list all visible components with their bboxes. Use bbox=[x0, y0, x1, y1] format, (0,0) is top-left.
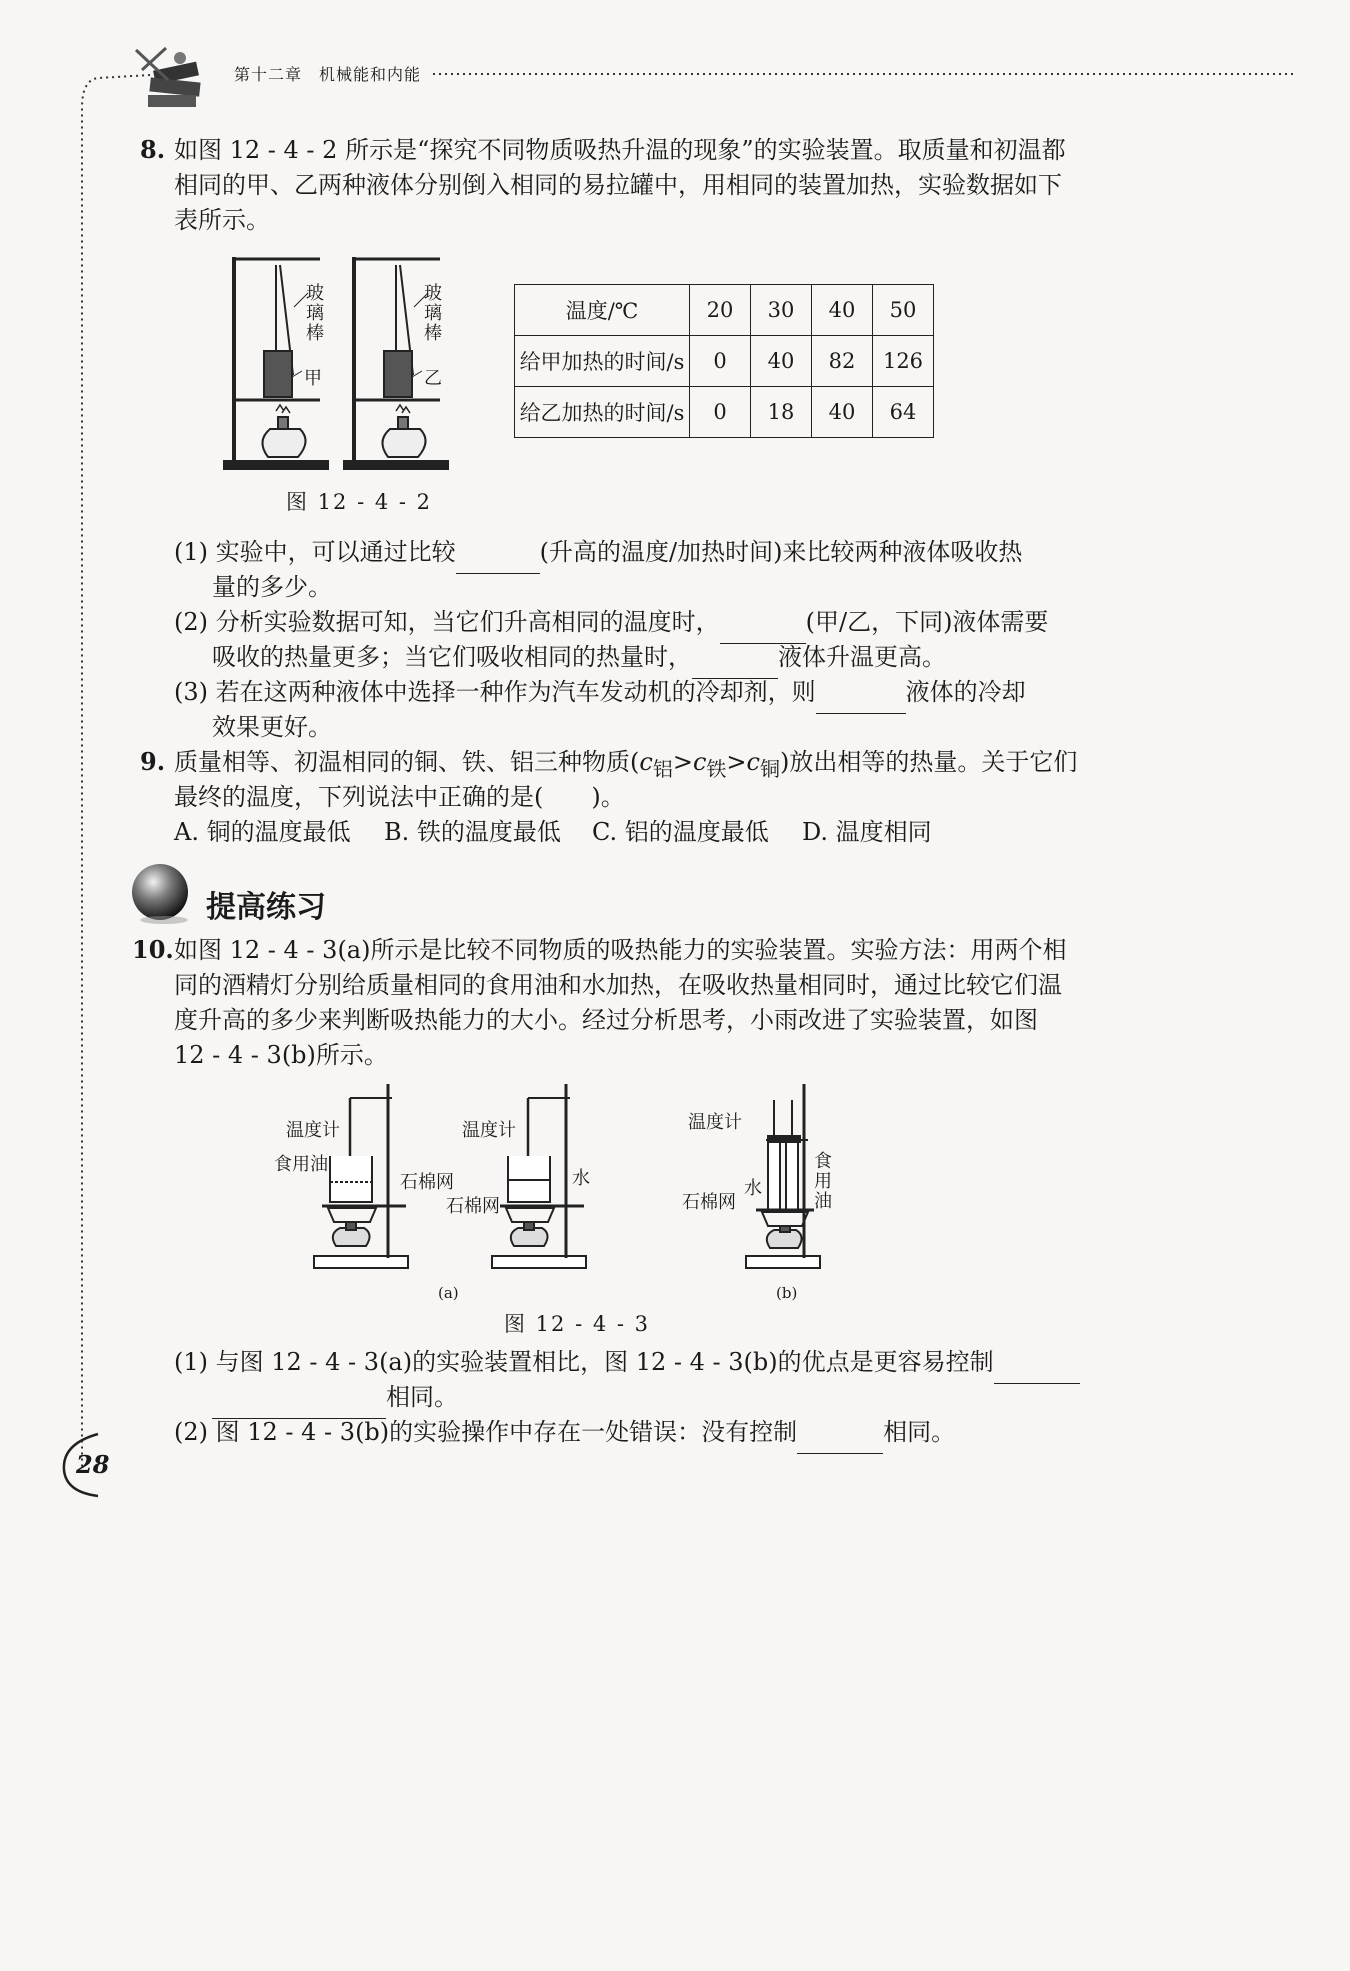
option-a[interactable]: A. 铜的温度最低 bbox=[174, 818, 351, 846]
question-text: 12 - 4 - 3(b)所示。 bbox=[174, 1041, 388, 1069]
option-b[interactable]: B. 铁的温度最低 bbox=[384, 818, 561, 846]
chapter-logo-icon bbox=[128, 40, 208, 112]
sub-question-text: 液体的冷却 bbox=[905, 678, 1026, 706]
figure-label: 石棉网 bbox=[446, 1196, 500, 1217]
sub-question-text: (甲/乙，下同)液体需要 bbox=[805, 608, 1049, 636]
specific-heat-symbol: c bbox=[639, 748, 653, 776]
question-text: 最终的温度，下列说法中正确的是( )。 bbox=[174, 783, 625, 811]
figure-label: 温度计 bbox=[462, 1120, 516, 1141]
table-cell: 82 bbox=[812, 336, 873, 387]
table-cell: 40 bbox=[812, 387, 873, 438]
sphere-icon bbox=[130, 862, 194, 926]
table-cell: 18 bbox=[751, 387, 812, 438]
subfigure-label: (b) bbox=[776, 1284, 798, 1302]
sub-question-text: 相同。 bbox=[386, 1383, 458, 1411]
table-cell: 20 bbox=[690, 285, 751, 336]
figure-caption: 图 12 - 4 - 3 bbox=[504, 1312, 651, 1336]
figure-label: 食用油 bbox=[814, 1151, 832, 1212]
chapter-title: 第十二章 机械能和内能 bbox=[234, 65, 422, 84]
figure-label: 乙 bbox=[424, 368, 442, 389]
sub-question-text: (2) 图 12 - 4 - 3(b)的实验操作中存在一处错误：没有控制 bbox=[174, 1418, 798, 1446]
table-cell: 64 bbox=[873, 387, 934, 438]
question-text: 度升高的多少来判断吸热能力的大小。经过分析思考，小雨改进了实验装置，如图 bbox=[174, 1006, 1038, 1034]
sub-question-text: (3) 若在这两种液体中选择一种作为汽车发动机的冷却剂，则 bbox=[174, 678, 816, 706]
option-c[interactable]: C. 铝的温度最低 bbox=[592, 818, 769, 846]
figure-label: 食用油 bbox=[274, 1154, 328, 1175]
specific-heat-symbol: c bbox=[746, 748, 760, 776]
subscript: 铁 bbox=[706, 756, 727, 781]
figure-label: 石棉网 bbox=[682, 1192, 736, 1213]
question-text: 如图 12 - 4 - 3(a)所示是比较不同物质的吸热能力的实验装置。实验方法：用两个相 bbox=[174, 936, 1067, 964]
data-table bbox=[514, 284, 934, 438]
subscript: 铜 bbox=[759, 756, 780, 781]
question-number: 9. bbox=[140, 747, 166, 776]
table-cell: 给乙加热的时间/s bbox=[515, 387, 690, 438]
page-number: 28 bbox=[76, 1450, 110, 1479]
table-cell: 温度/℃ bbox=[515, 285, 690, 336]
question-number: 10. bbox=[132, 935, 174, 964]
sub-question-text: 吸收的热量更多；当它们吸收相同的热量时， bbox=[212, 643, 692, 671]
question-text: 如图 12 - 4 - 2 所示是“探究不同物质吸热升温的现象”的实验装置。取质量和初温都 bbox=[174, 136, 1066, 164]
table-cell: 30 bbox=[751, 285, 812, 336]
answer-blank[interactable] bbox=[994, 1353, 1080, 1384]
answer-blank[interactable] bbox=[456, 543, 540, 574]
question-text: 同的酒精灯分别给质量相同的食用油和水加热，在吸收热量相同时，通过比较它们温 bbox=[174, 971, 1062, 999]
table-cell: 给甲加热的时间/s bbox=[515, 336, 690, 387]
figure-label: 水 bbox=[744, 1178, 762, 1199]
figure-label: 甲 bbox=[304, 368, 322, 389]
question-number: 8. bbox=[140, 135, 166, 164]
sub-question bbox=[174, 1410, 955, 1454]
figure-label: 玻璃棒 bbox=[306, 283, 324, 344]
sub-question-text: (1) 实验中，可以通过比较 bbox=[174, 538, 456, 566]
question-text: 相同的甲、乙两种液体分别倒入相同的易拉罐中，用相同的装置加热，实验数据如下 bbox=[174, 171, 1062, 199]
table-row bbox=[515, 387, 934, 438]
figure-label: 温度计 bbox=[286, 1120, 340, 1141]
table-cell: 50 bbox=[873, 285, 934, 336]
option-d[interactable]: D. 温度相同 bbox=[802, 818, 932, 846]
figure-12-4-2 bbox=[220, 245, 460, 475]
specific-heat-symbol: c bbox=[692, 748, 707, 776]
question-text-part: )放出相等的热量。关于它们 bbox=[779, 748, 1078, 776]
sub-question-text: 量的多少。 bbox=[212, 573, 332, 601]
table-cell: 40 bbox=[751, 336, 812, 387]
figure-caption: 图 12 - 4 - 2 bbox=[286, 490, 433, 514]
question-text-part: 质量相等、初温相同的铜、铁、铝三种物质( bbox=[174, 748, 640, 776]
subscript: 铝 bbox=[652, 756, 673, 781]
sub-question-text: (1) 与图 12 - 4 - 3(a)的实验装置相比，图 12 - 4 - 3(b)的优点是更容易控制 bbox=[174, 1348, 994, 1376]
question-text: 表所示。 bbox=[174, 206, 270, 234]
figure-label: 玻璃棒 bbox=[424, 283, 442, 344]
figure-label: 温度计 bbox=[688, 1112, 742, 1133]
section-title: 提高练习 bbox=[206, 890, 326, 925]
table-cell: 126 bbox=[873, 336, 934, 387]
answer-blank[interactable] bbox=[797, 1423, 883, 1454]
sub-question-text: 效果更好。 bbox=[212, 713, 332, 741]
subfigure-label: (a) bbox=[438, 1284, 459, 1302]
table-cell: 0 bbox=[690, 387, 751, 438]
greater-than-sign: > bbox=[726, 748, 747, 776]
greater-than-sign: > bbox=[672, 748, 693, 776]
answer-blank[interactable] bbox=[816, 683, 906, 714]
sub-question-text: 液体升温更高。 bbox=[778, 643, 946, 671]
sub-question-text: (升高的温度/加热时间)来比较两种液体吸收热 bbox=[539, 538, 1023, 566]
table-cell: 40 bbox=[812, 285, 873, 336]
table-cell: 0 bbox=[690, 336, 751, 387]
table-header-row bbox=[515, 285, 934, 336]
figure-label: 石棉网 bbox=[400, 1172, 454, 1193]
table-row bbox=[515, 336, 934, 387]
sub-question-text: (2) 分析实验数据可知，当它们升高相同的温度时， bbox=[174, 608, 720, 636]
figure-label: 水 bbox=[572, 1168, 590, 1189]
sub-question-text: 相同。 bbox=[883, 1418, 956, 1446]
